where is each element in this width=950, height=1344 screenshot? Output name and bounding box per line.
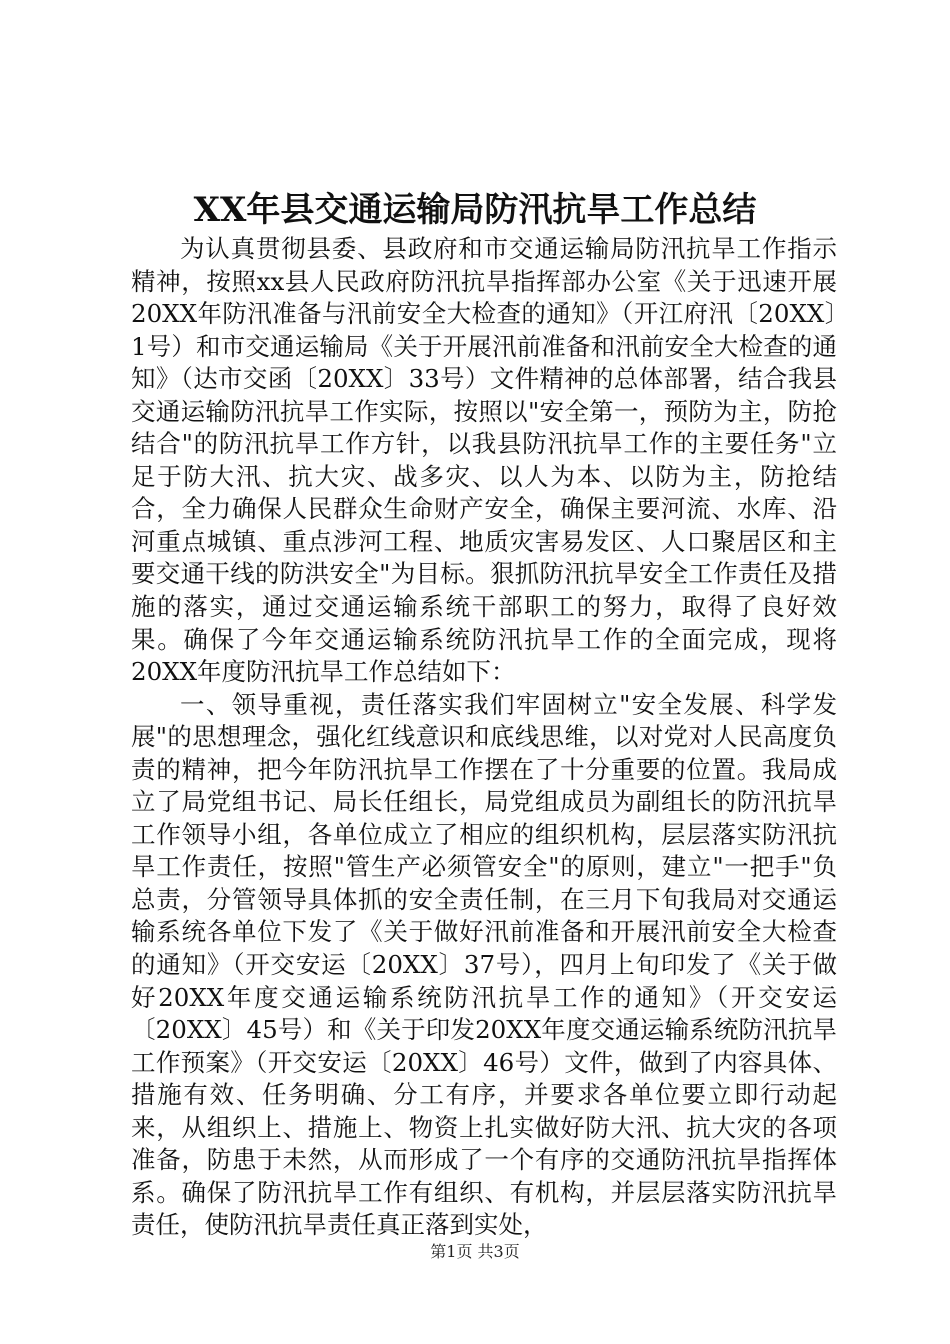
page-number-footer: 第1页 共3页 [430, 1242, 520, 1261]
paragraph-section-one: 一、领导重视，责任落实我们牢固树立"安全发展、科学发展"的思想理念，强化红线意识和底线思维，以对党对人民高度负责的精神，把今年防汛抗旱工作摆在了十分重要的位置。我局成立了局党组书记、局长任组长，局党组成员为副组长的防汛抗旱工作领导小组，各单位成立了相应的组织机构，层层落实防汛抗旱工作责任，按照"管生产必须管安全"的原则，建立"一把手"负总责，分管领导具体抓的安全责任制，在三月下旬我局对交通运输系统各单位下发了《关于做好汛前准备和开展汛前安全大检查的通知》（开交安运〔20XX〕37号），四月上旬印发了《关于做好20XX年度交通运输系统防汛抗旱工作的通知》（开交安运〔20XX〕45号）和《关于印发20XX年度交通运输系统防汛抗旱工作预案》（开交安运〔20XX〕46号）文件，做到了内容具体、措施有效、任务明确、分工有序，并要求各单位要立即行动起来，从组织上、措施上、物资上扎实做好防大汛、抗大灾的各项准备，防患于未然，从而形成了一个有序的交通防汛抗旱指挥体系。确保了防汛抗旱工作有组织、有机构，并层层落实防汛抗旱责任，使防汛抗旱责任真正落到实处， [131, 689, 837, 1240]
paragraph-intro: 为认真贯彻县委、县政府和市交通运输局防汛抗旱工作指示精神，按照xx县人民政府防汛抗旱指挥部办公室《关于迅速开展20XX年防汛准备与汛前安全大检查的通知》（开江府汛〔20XX〕1号）和市交通运输局《关于开展汛前准备和汛前安全大检查的通知》（达市交函〔20XX〕33号）文件精神的总体部署，结合我县交通运输防汛抗旱工作实际，按照以"安全第一，预防为主，防抢结合"的防汛抗旱工作方针，以我县防汛抗旱工作的主要任务"立足于防大汛、抗大灾、战多灾、以人为本、以防为主，防抢结合，全力确保人民群众生命财产安全，确保主要河流、水库、沿河重点城镇、重点涉河工程、地质灾害易发区、人口聚居区和主要交通干线的防洪安全"为目标。狠抓防汛抗旱安全工作责任及措施的落实，通过交通运输系统干部职工的努力，取得了良好效果。确保了今年交通运输系统防汛抗旱工作的全面完成，现将20XX年度防汛抗旱工作总结如下： [131, 234, 837, 687]
document-title: XX年县交通运输局防汛抗旱工作总结 [193, 190, 757, 230]
document-body [131, 233, 837, 1242]
